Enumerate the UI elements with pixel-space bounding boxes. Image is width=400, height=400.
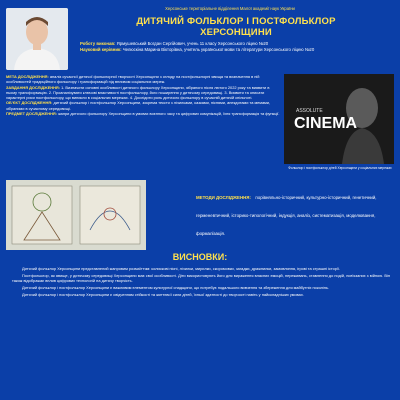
organization-line: Херсонське територіальне відділення Малої академії наук України [165, 6, 295, 11]
conclusions-title: ВИСНОВКИ: [172, 252, 228, 262]
advisor-label: Науковий керівник: [80, 47, 122, 52]
goal-section [6, 74, 280, 85]
poster-title [80, 16, 392, 38]
methods-text: порівняльно-історичний, культурно-історичний, генетичний, герменевтичний, історико-типологічний, індукція, аналіз, систематизація, моделювання, формалізація. [196, 195, 377, 236]
work-value: Ярмушевський Богдан Сергійович, учень 11 класу Херсонського ліцею №20 [116, 41, 269, 46]
advisor-value: Челюскіна Марина Вікторівна, учитель української мови та літератури Херсонського ліцею №20 [122, 47, 315, 52]
title-line-1: ДИТЯЧИЙ ФОЛЬКЛОР І ПОСТФОЛЬКЛОР [136, 16, 336, 27]
portrait-image [6, 8, 68, 70]
author-photo [6, 8, 68, 70]
object-label: ОБ'ЄКТ ДОСЛІДЖЕННЯ: [6, 100, 53, 106]
object-section [6, 100, 280, 111]
goal-text: аналіз сучасної дитячої фольклорної творчості Херсонщини з огляду на постфольклорні явища та визначення в ній особливостей традиційного фольклору і трансформацій під впливом соціальних мереж. [6, 74, 260, 85]
cinema-image [284, 74, 394, 164]
cinema-caption: Фольклор і постфольклор дітей Херсонщини у соціальних мережах [288, 166, 392, 170]
conclusion-paragraph: Постфольклор, як явище, у дитячому середовищі Херсонщини має свої особливості. Діти використовують його для вираження власних емоцій, переживань, ставлення до подій, пов'язаних з війною. Він також відображає вплив цифрових технологій на дитячу творчість. [12, 272, 390, 284]
conclusion-paragraph: Дитячий фольклор і постфольклор Херсонщини є свідченням стійкості та життєвої сили дітей, їхньої здатності до творчості навіть у найскладніших умовах. [22, 291, 304, 297]
subject-label: ПРЕДМЕТ ДОСЛІДЖЕННЯ: [6, 111, 57, 117]
tasks-text: 1. Визначити основні особливості дитячого фольклору Херсонщини, зібраного після лютого 2022 року та виявити в ньому трансформацію. 2. Проаналізувати ключові властивості постфольклору, його поширення у дитячому середовищі. 3. Виявити та описати характерні риси постфольклору, що виникли в соціальних мережах. 4. Дослідити роль дитячого фольклору в сучасній дитячій спільноті. [6, 84, 270, 101]
methods-label: МЕТОДИ ДОСЛІДЖЕННЯ: [196, 195, 251, 200]
work-label: Роботу виконав: [80, 41, 116, 46]
research-overview [6, 74, 280, 116]
goal-label: МЕТА ДОСЛІДЖЕННЯ: [6, 74, 49, 79]
conclusion-paragraph: Дитячий фольклор і постфольклор Херсонщини є важливим елементом культурної спадщини, що потребує подальшого вивчення та збереження для майбутніх поколінь. [22, 285, 330, 291]
conclusions-body [12, 266, 390, 299]
children-drawing [6, 180, 146, 250]
subject-section [6, 111, 280, 116]
conclusion-paragraph: Дитячий фольклор Херсонщини представлений жанровим розмаїттям: колискові пісні, лічилки, мирилки, скоромовки, загадки, дражнилки, замовляння, ігрові та страшні історії. [22, 266, 340, 271]
tasks-section [6, 85, 280, 101]
drawing-image [6, 180, 146, 250]
cinema-word: CINEMA [294, 115, 358, 132]
cinema-poster-image [284, 74, 394, 164]
author-info [80, 41, 392, 53]
advisor-row [80, 47, 392, 53]
object-text: дитячий фольклор і постфольклор Херсонщини, зокрема тексти з лічилками, казками, піснями, анекдотами та мемами, зібраними в сучасному середовищі. [6, 100, 271, 111]
cinema-top-text: ASSOLUTE [296, 108, 323, 114]
title-line-2: ХЕРСОНЩИНИ [200, 27, 272, 38]
tasks-label: ЗАВДАННЯ ДОСЛІДЖЕННЯ: [6, 84, 60, 90]
subject-text: жанри дитячого фольклору Херсонщини в умовах воєнного часу та цифрових комунікацій, їхня трансформація та функції. [58, 111, 280, 117]
methods-section [196, 186, 394, 240]
